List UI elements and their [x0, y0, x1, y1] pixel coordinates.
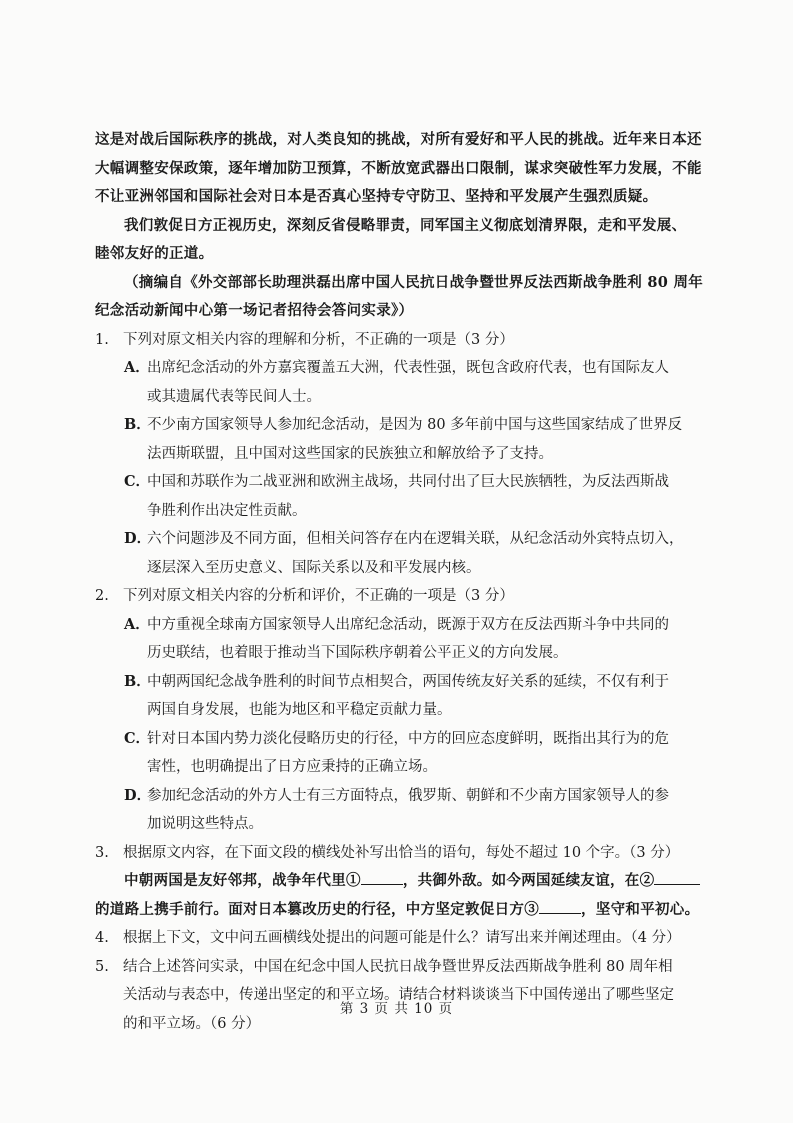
question-number: 2.	[95, 588, 109, 604]
page-number-footer: 第 3 页 共 10 页	[339, 1001, 454, 1017]
option-text: 出席纪念活动的外方嘉宾覆盖五大洲，代表性强，既包含政府代表，也有国际友人	[147, 360, 669, 376]
question-text: 根据原文内容，在下面文段的横线处补写出恰当的语句，每处不超过 10 个字。（3 分）	[123, 844, 680, 861]
q2-option-a	[95, 611, 695, 640]
question-3-stem	[95, 839, 695, 868]
page-content	[95, 126, 704, 1038]
question-4-stem	[95, 924, 695, 953]
answer-blank-3[interactable]	[539, 899, 581, 914]
q1-option-d-cont: 逐层深入至历史意义、国际关系以及和平发展内核。	[147, 559, 481, 576]
passage-line: 睦邻友好的正道。	[95, 245, 214, 262]
question-5-cont: 的和平立场。（6 分）	[123, 1015, 261, 1032]
passage-line: 大幅调整安保政策，逐年增加防卫预算，不断放宽武器出口限制，谋求突破性军力发展，不能	[95, 159, 702, 177]
option-text: 不少南方国家领导人参加纪念活动，是因为 80 多年前中国与这些国家结成了世界反	[147, 417, 683, 433]
q2-option-b-cont: 两国自身发展，也能为地区和平稳定贡献力量。	[147, 702, 452, 718]
q1-option-a	[95, 354, 695, 383]
question-5-cont: 关活动与表态中，传递出坚定的和平立场。请结合材料谈谈当下中国传递出了哪些坚定	[123, 987, 674, 1003]
q1-option-c	[95, 468, 695, 497]
question-text: 根据上下文，文中问五画横线处提出的问题可能是什么？请写出来并阐述理由。（4 分）	[123, 930, 681, 946]
question-1-stem	[95, 326, 695, 355]
q1-option-b	[95, 411, 695, 440]
fill-text: 的道路上携手前行。面对日本篡改历史的行径，中方坚定敦促日方③	[95, 900, 539, 918]
q2-option-c	[95, 725, 695, 754]
q1-option-b-cont: 法西斯联盟，且中国对这些国家的民族独立和解放给予了支持。	[147, 445, 553, 462]
option-text: 参加纪念活动的外方人士有三方面特点，俄罗斯、朝鲜和不少南方国家领导人的参	[147, 787, 669, 804]
source-citation: （摘编自《外交部部长助理洪磊出席中国人民抗日战争暨世界反法西斯战争胜利 80 周年	[124, 273, 704, 291]
option-letter: B．	[124, 416, 151, 433]
q2-option-a-cont: 历史联结，也着眼于推动当下国际秩序朝着公平正义的方向发展。	[147, 645, 568, 661]
answer-blank-2[interactable]	[654, 870, 700, 885]
option-letter: D．	[124, 530, 152, 547]
q3-fill-paragraph-line-1	[95, 867, 695, 896]
question-text: 下列对原文相关内容的理解和分析，不正确的一项是（3 分）	[123, 331, 514, 348]
question-text: 下列对原文相关内容的分析和评价，不正确的一项是（3 分）	[123, 588, 514, 604]
fill-text: 中朝两国是友好邻邦，战争年代里①	[124, 872, 361, 889]
option-text: 针对日本国内势力淡化侵略历史的行径，中方的回应态度鲜明，既指出其行为的危	[147, 730, 669, 747]
option-letter: A．	[124, 359, 150, 376]
question-number: 4.	[95, 930, 109, 946]
option-text: 六个问题涉及不同方面，但相关问答存在内在逻辑关联，从纪念活动外宾特点切入，	[147, 531, 684, 547]
q2-option-b	[95, 668, 695, 697]
answer-blank-1[interactable]	[361, 870, 403, 885]
fill-text: ，共御外敌。如今两国延续友谊，在②	[402, 872, 655, 889]
question-text: 结合上述答问实录，中国在纪念中国人民抗日战争暨世界反法西斯战争胜利 80 周年相	[123, 958, 673, 975]
q1-option-a-cont: 或其遗属代表等民间人士。	[147, 388, 321, 405]
q2-option-c-cont: 害性，也明确提出了日方应秉持的正确立场。	[147, 759, 437, 775]
q2-option-d	[95, 782, 695, 811]
passage-line: 我们敦促日方正视历史，深刻反省侵略罪责，同军国主义彻底划清界限，走和平发展、	[124, 216, 687, 234]
option-letter: B．	[124, 672, 151, 690]
question-number: 3.	[95, 844, 109, 861]
question-2-stem	[95, 582, 695, 611]
option-letter: D．	[124, 786, 152, 804]
option-letter: A．	[124, 615, 150, 633]
question-5-stem	[95, 953, 695, 982]
source-citation: 纪念活动新闻中心第一场记者招待会答问实录》）	[95, 302, 414, 319]
q1-option-d	[95, 525, 695, 554]
passage-line: 不让亚洲邻国和国际社会对日本是否真心坚持专守防卫、坚持和平发展产生强烈质疑。	[95, 188, 658, 205]
passage-line: 这是对战后国际秩序的挑战，对人类良知的挑战，对所有爱好和平人民的挑战。近年来日本还	[95, 131, 702, 148]
fill-text: ，坚守和平初心。	[581, 900, 700, 918]
option-text: 中朝两国纪念战争胜利的时间节点相契合，两国传统友好关系的延续，不仅有利于	[147, 673, 669, 690]
option-text: 中国和苏联作为二战亚洲和欧洲主战场，共同付出了巨大民族牺牲，为反法西斯战	[147, 474, 669, 490]
option-letter: C．	[124, 473, 151, 490]
q2-option-d-cont: 加说明这些特点。	[147, 816, 263, 832]
question-number: 5.	[95, 958, 109, 975]
q1-option-c-cont: 争胜利作出决定性贡献。	[147, 502, 307, 519]
option-letter: C．	[124, 729, 151, 747]
question-number: 1.	[95, 331, 109, 348]
option-text: 中方重视全球南方国家领导人出席纪念活动，既源于双方在反法西斯斗争中共同的	[147, 616, 669, 633]
q3-fill-paragraph-line-2	[95, 896, 700, 925]
